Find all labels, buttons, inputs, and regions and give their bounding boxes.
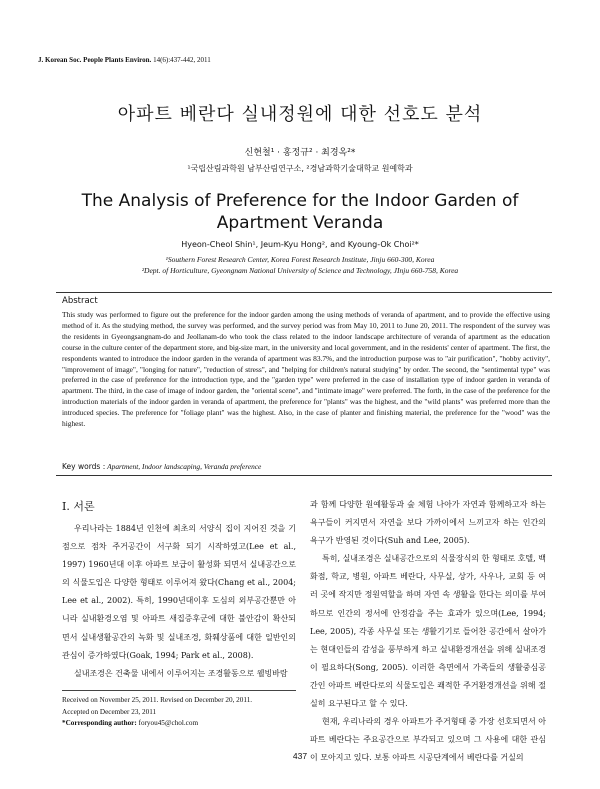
abstract-heading: Abstract: [62, 296, 98, 306]
authors-korean: 신현철¹ · 홍정규² · 최경옥²*: [244, 148, 356, 158]
journal-name: J. Korean Soc. People Plants Environ.: [38, 56, 152, 64]
page-number: 437: [292, 751, 308, 761]
corresponding-email: foryou45@chol.com: [138, 719, 199, 727]
paragraph: 우리나라는 1884년 인천에 최초의 서양식 집이 지어진 것을 기점으로 점차 주거공간이 서구화 되기 시작하였고(Lee et al., 1997) 1960년대 이후 아파트 보급이 활성화 되면서 실내공간으로의 식물도입은 다양한 형태로 이루어져 왔다(Chang et al., 2004; Lee et al., 2002). 특히, 1990년대이후 도심의 외부공간뿐만 아니라 실내환경오염 및 아파트 새집증후군에 대한 불안감이 확산되면서 실내생활공간의 녹화 및 실내조경, 화훼상품에 대한 일반인의 관심이 증가하였다(Goak, 1994; Park et al., 2008).: [62, 524, 296, 660]
footnotes: [62, 695, 302, 730]
body-column-right: [310, 496, 546, 767]
section-heading-introduction: Ⅰ. 서론: [62, 500, 95, 513]
keywords-value: Apartment, Indoor landscaping, Veranda preference: [107, 462, 262, 471]
paragraph: 현재, 우리나라의 경우 아파트가 주거형태 중 가장 선호되면서 아파트 베란다는 주요공간으로 부각되고 있으며 그 사용에 대한 관심이 모아지고 있다. 보통 아파트 시공단계에서 베란다를 거실의: [310, 717, 546, 763]
footnote-divider: [62, 690, 296, 691]
authors-english: Hyeon-Cheol Shin¹, Jeum-Kyu Hong², and Kyoung-Ok Choi²*: [181, 240, 419, 249]
title-korean: 아파트 베란다 실내정원에 대한 선호도 분석: [117, 104, 483, 125]
paragraph: 특히, 실내조경은 실내공간으로의 식물장식의 한 형태로 호텔, 백화점, 학교, 병원, 아파트 베란다, 사무실, 상가, 사우나, 교회 등 여러 곳에 작지만 정원역할을 하며 자연 속 생활을 한다는 의미를 부여하므로 인간의 정서에 안정감을 주는 효과가 있으며(Lee, 1994; Lee, 2005), 각종 사무실 또는 생활기기로 들어찬 공간에서 살아가는 현대인들의 감성을 풍부하게 하고 실내환경개선을 위해 실내조경이 필요하다(Song, 2005). 이러한 측면에서 가족들의 생활중심공간인 아파트 베란다로의 식물도입은 쾌적한 주거환경개선을 위해 절실히 요구된다고 할 수 있다.: [310, 554, 546, 709]
corresponding-author: [62, 718, 302, 730]
keywords: [62, 462, 261, 471]
title-english: [0, 190, 600, 234]
affiliation-korean: ¹국립산림과학원 남부산림연구소, ²경남과학기술대학교 원예학과: [187, 164, 413, 173]
affiliation-english-line1: ¹Southern Forest Research Center, Korea Forest Research Institute, Jinju 660-300, Korea: [165, 255, 435, 264]
title-english-line1: The Analysis of Preference for the Indoor Garden of: [81, 191, 519, 211]
body-column-left: [62, 520, 296, 683]
paragraph: 과 함께 다양한 원예활동과 숲 체험 나아가 자연과 함께하고자 하는 욕구들이 커지면서 자연을 보다 가까이에서 느끼고자 하는 인간의 욕구가 반영된 것이다(Suh and Lee, 2005).: [310, 500, 546, 546]
received-date: Received on November 25, 2011. Revised on December 20, 2011.: [62, 696, 253, 704]
keywords-label: Key words :: [62, 462, 106, 471]
accepted-date: Accepted on December 23, 2011: [62, 707, 157, 716]
affiliation-english: [60, 254, 540, 276]
affiliation-english-line2: ²Dept. of Horticulture, Gyeongnam National University of Science and Technology, JInju 660-758, Korea: [141, 266, 459, 275]
corresponding-label: *Corresponding author:: [62, 719, 137, 727]
paragraph: 실내조경은 건축물 내에서 이루어지는 조경활동으로 웰빙바람: [74, 668, 288, 678]
title-english-line2: Apartment Veranda: [216, 213, 384, 233]
journal-ref: 14(6):437-442, 2011: [153, 56, 211, 64]
abstract-text: This study was performed to figure out the preference for the indoor garden among the using methods of veranda of apartment, and to provide the effective using method of it. As the studying method, the survey was performed, and the survey period was from May 10, 2011 to June 20, 2011. The respondent of the survey was the residents in Gyeongsangnam-do and Jeollanam-do who took the class related to the indoor landscape architecture of veranda of apartment as the education course in the culture center of the department store, and big-size mart, in the university and local government, and in the residents' center of apartment. The first, the respondents wanted to introduce the indoor garden in the veranda of apartment was 83.7%, and the introduction purpose was to "air purification", "hobby activity", "improvement of image", "longing for nature", "reduction of stress", and "helping for children's natural studying" by order. The second, the "sentimental type" was preferred in the case of preference for the introduction type, and the "garden type" were preferred in the case of installation type of indoor garden in veranda of apartment. The third, in the case of image of indoor garden, the "oriental scene", and "intimate image" were preferred. The forth, in the case of the preference for the introduction materials of the indoor garden in veranda of apartment, the preference for "plants" was the highest, and the "wild plants" was preferred more than the introduced species. The preference for "foliage plant" was the highest. Also, in the case of planter and finishing material, the preference for the "wood" was the highest.: [62, 310, 550, 429]
journal-citation: [38, 56, 211, 64]
